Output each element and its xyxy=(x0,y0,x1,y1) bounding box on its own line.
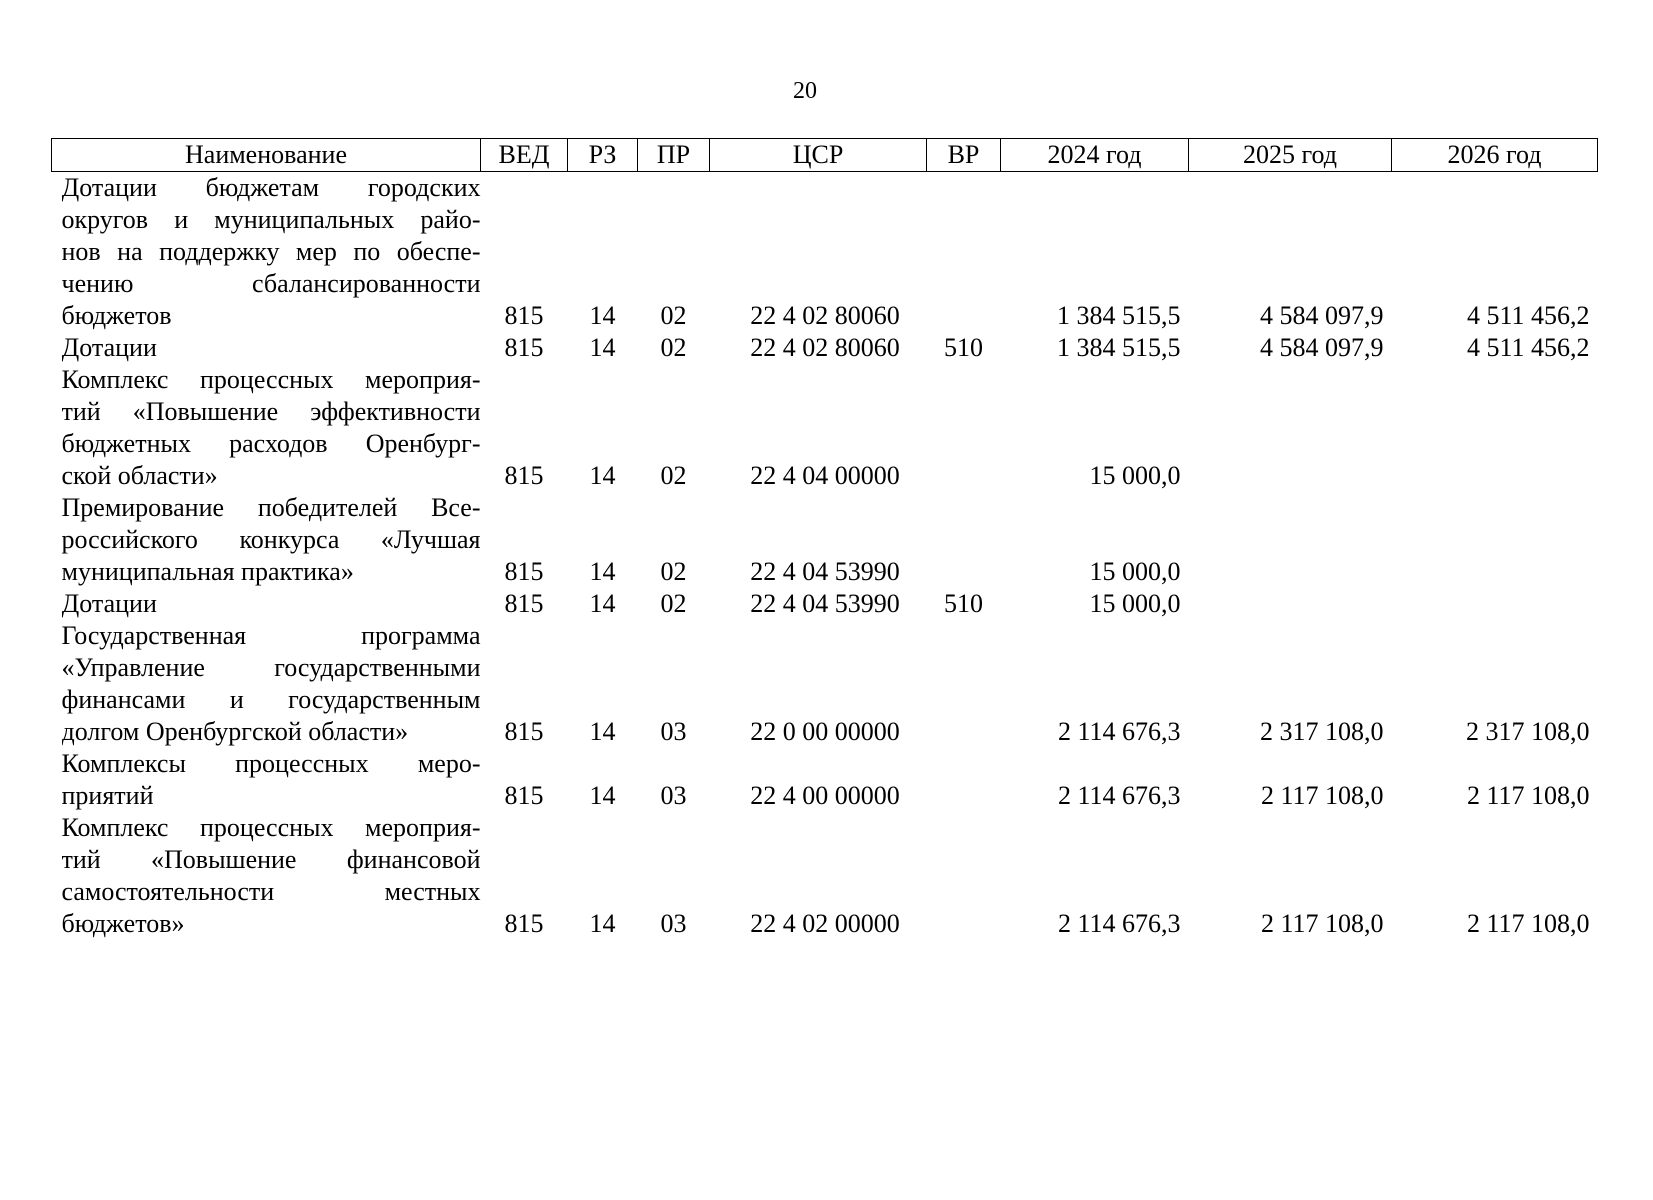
cell-y2026: 4 511 456,2 xyxy=(1466,333,1590,362)
header-name: Наименование xyxy=(52,139,481,172)
cell-y2024: 15 000,0 xyxy=(1089,589,1181,618)
cell-name xyxy=(52,492,481,588)
name-line: приятий xyxy=(61,781,154,810)
header-rz: РЗ xyxy=(568,139,638,172)
cell-y2026: 2 117 108,0 xyxy=(1466,909,1590,938)
header-2024: 2024 год xyxy=(1001,139,1189,172)
name-line: ской области» xyxy=(61,461,218,490)
table-row xyxy=(52,748,1598,812)
cell-rz: 14 xyxy=(589,717,616,746)
cell-y2025: 2 117 108,0 xyxy=(1260,781,1384,810)
name-line: Государственная программа xyxy=(61,621,481,650)
table-row xyxy=(52,332,1598,364)
header-csr: ЦСР xyxy=(710,139,927,172)
cell-ved: 815 xyxy=(504,589,544,618)
cell-csr: 22 4 02 80060 xyxy=(750,333,900,362)
name-line: муниципальная практика» xyxy=(61,557,354,586)
page-number: 20 xyxy=(793,78,817,104)
name-line: российского конкурса «Лучшая xyxy=(61,525,481,554)
table-row xyxy=(52,812,1598,940)
name-line: Премирование победителей Все- xyxy=(61,493,481,522)
cell-y2025 xyxy=(1189,364,1392,492)
cell-y2025: 2 117 108,0 xyxy=(1260,909,1384,938)
cell-csr: 22 4 04 00000 xyxy=(750,461,900,490)
cell-rz: 14 xyxy=(589,333,616,362)
cell-rz: 14 xyxy=(589,557,616,586)
cell-vr: 510 xyxy=(944,333,983,362)
name-line: финансами и государственным xyxy=(61,685,481,714)
name-line: «Управление государственными xyxy=(61,653,481,682)
cell-vr xyxy=(927,620,1001,748)
header-2025: 2025 год xyxy=(1189,139,1392,172)
name-line: нов на поддержку мер по обеспе- xyxy=(61,237,481,266)
cell-y2024: 2 114 676,3 xyxy=(1057,909,1181,938)
name-line: бюджетных расходов Оренбург- xyxy=(61,429,481,458)
cell-y2025: 4 584 097,9 xyxy=(1260,333,1384,362)
cell-name xyxy=(52,748,481,812)
name-line: самостоятельности местных xyxy=(61,877,481,906)
table-row xyxy=(52,364,1598,492)
cell-name xyxy=(52,588,481,620)
cell-ved: 815 xyxy=(504,909,544,938)
cell-ved: 815 xyxy=(504,333,544,362)
name-line: бюджетов» xyxy=(61,909,185,938)
cell-y2024: 1 384 515,5 xyxy=(1057,333,1181,362)
cell-ved: 815 xyxy=(504,461,544,490)
name-line: тий «Повышение финансовой xyxy=(61,845,481,874)
cell-pr: 02 xyxy=(660,589,687,618)
name-line: долгом Оренбургской области» xyxy=(61,717,409,746)
table-row xyxy=(52,620,1598,748)
cell-rz: 14 xyxy=(589,301,616,330)
cell-csr: 22 4 00 00000 xyxy=(750,781,900,810)
name-line: Дотации xyxy=(61,333,157,362)
cell-pr: 02 xyxy=(660,461,687,490)
cell-y2025: 4 584 097,9 xyxy=(1260,301,1384,330)
cell-y2024: 15 000,0 xyxy=(1089,461,1181,490)
cell-csr: 22 4 02 00000 xyxy=(750,909,900,938)
table-row xyxy=(52,492,1598,588)
cell-y2026 xyxy=(1392,492,1598,588)
cell-name xyxy=(52,364,481,492)
cell-y2024: 15 000,0 xyxy=(1089,557,1181,586)
cell-pr: 03 xyxy=(660,909,687,938)
cell-csr: 22 4 04 53990 xyxy=(750,557,900,586)
name-line: Дотации бюджетам городских xyxy=(61,173,481,202)
name-line: Комплекс процессных мероприя- xyxy=(61,365,481,394)
cell-name xyxy=(52,620,481,748)
cell-vr xyxy=(927,364,1001,492)
cell-ved: 815 xyxy=(504,557,544,586)
cell-y2026: 2 117 108,0 xyxy=(1466,781,1590,810)
cell-ved: 815 xyxy=(504,717,544,746)
cell-rz: 14 xyxy=(589,909,616,938)
cell-name xyxy=(52,812,481,940)
name-line: тий «Повышение эффективности xyxy=(61,397,481,426)
cell-csr: 22 0 00 00000 xyxy=(750,717,900,746)
name-line: округов и муниципальных райо- xyxy=(61,205,481,234)
cell-y2026: 2 317 108,0 xyxy=(1466,717,1590,746)
cell-y2025 xyxy=(1189,492,1392,588)
table-row xyxy=(52,588,1598,620)
name-line: чению сбалансированности xyxy=(61,269,481,298)
cell-pr: 02 xyxy=(660,333,687,362)
table-header-row xyxy=(52,139,1598,172)
cell-pr: 02 xyxy=(660,557,687,586)
cell-rz: 14 xyxy=(589,461,616,490)
cell-vr xyxy=(927,492,1001,588)
header-2026: 2026 год xyxy=(1392,139,1598,172)
cell-y2024: 2 114 676,3 xyxy=(1057,717,1181,746)
cell-rz: 14 xyxy=(589,781,616,810)
cell-y2026: 4 511 456,2 xyxy=(1466,301,1590,330)
table-row xyxy=(52,172,1598,333)
header-ved: ВЕД xyxy=(481,139,568,172)
cell-pr: 03 xyxy=(660,781,687,810)
cell-pr: 03 xyxy=(660,717,687,746)
cell-ved: 815 xyxy=(504,781,544,810)
cell-rz: 14 xyxy=(589,589,616,618)
budget-table xyxy=(51,138,1598,940)
cell-vr xyxy=(927,812,1001,940)
name-line: бюджетов xyxy=(61,301,172,330)
cell-y2025 xyxy=(1189,588,1392,620)
cell-y2025: 2 317 108,0 xyxy=(1260,717,1384,746)
table-body xyxy=(52,172,1598,941)
header-vr: ВР xyxy=(927,139,1001,172)
cell-y2024: 2 114 676,3 xyxy=(1057,781,1181,810)
cell-vr xyxy=(927,748,1001,812)
cell-y2026 xyxy=(1392,588,1598,620)
cell-ved: 815 xyxy=(504,301,544,330)
header-pr: ПР xyxy=(638,139,710,172)
cell-vr: 510 xyxy=(944,589,983,618)
name-line: Дотации xyxy=(61,589,157,618)
name-line: Комплекс процессных мероприя- xyxy=(61,813,481,842)
cell-name xyxy=(52,332,481,364)
cell-csr: 22 4 02 80060 xyxy=(750,301,900,330)
cell-csr: 22 4 04 53990 xyxy=(750,589,900,618)
name-line: Комплексы процессных меро- xyxy=(61,749,481,778)
cell-vr xyxy=(927,172,1001,333)
cell-name xyxy=(52,172,481,333)
cell-y2024: 1 384 515,5 xyxy=(1057,301,1181,330)
cell-pr: 02 xyxy=(660,301,687,330)
cell-y2026 xyxy=(1392,364,1598,492)
